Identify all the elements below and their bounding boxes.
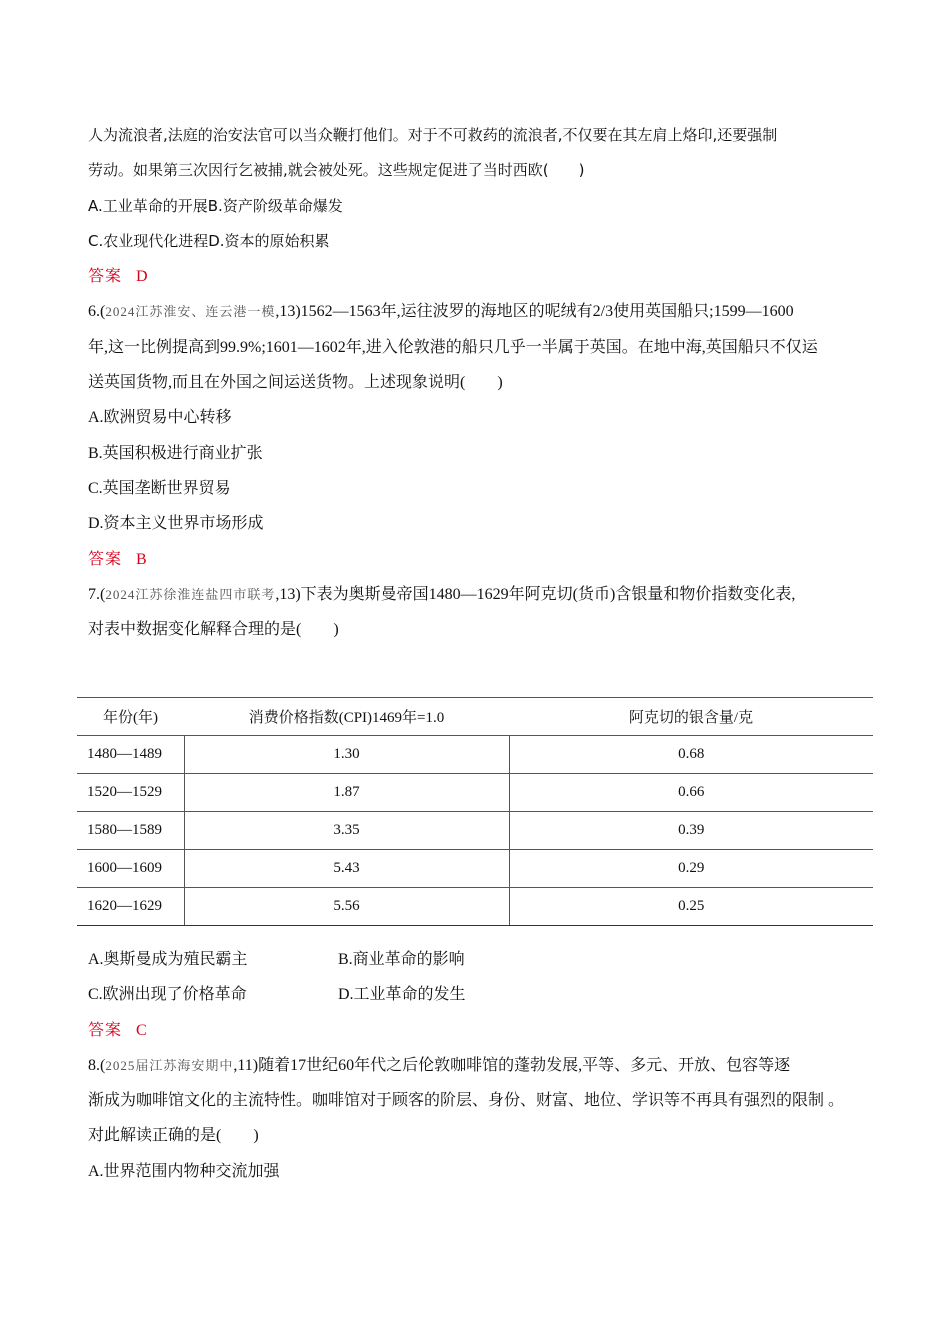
answer-label: 答案 [88,1021,123,1039]
question-source: 2025届江苏海安期中 [105,1057,234,1073]
document-page-continued [88,942,878,1189]
q5-answer [88,259,878,294]
answer-value: D [136,268,148,286]
table-cell-silver: 0.25 [509,888,873,926]
q6-stem-text: 1562—1563年,运往波罗的海地区的呢绒有2/3使用英国船只;1599—1600 [300,303,794,321]
question-number: 7.( [88,585,106,603]
table-header-row [77,698,873,736]
table-row [77,888,873,926]
table-row [77,774,873,812]
table-cell-year: 1600—1609 [77,850,184,888]
q7-stem-text: 下表为奥斯曼帝国1480—1629年阿克切(货币)含银量和物价指数变化表, [300,585,796,603]
q5-options-ab: A.工业革命的开展B.资产阶级革命爆发 [88,196,343,215]
q6-option-b: B.英国积极进行商业扩张 [88,444,263,462]
q7-option-a: A.奥斯曼成为殖民霸主 [88,951,248,968]
table-row [77,736,873,774]
q6-stem-line [88,294,878,329]
answer-value: C [136,1021,147,1039]
q7-answer [88,1013,878,1048]
question-source: 2024江苏淮安、连云港一模 [105,304,276,320]
q7-stem-line: 对表中数据变化解释合理的是( ) [88,621,339,639]
table-cell-year: 1620—1629 [77,888,184,926]
table-row [77,812,873,850]
q6-option-a: A.欧洲贸易中心转移 [88,409,232,427]
question-source-tail: ,13) [275,585,301,603]
answer-label: 答案 [88,550,123,568]
question-number: 8.( [88,1056,106,1074]
table-row [77,850,873,888]
q5-options-cd: C.农业现代化进程D.资本的原始积累 [88,231,330,250]
q6-answer [88,542,878,577]
q7-stem-line [88,577,878,612]
question-source-tail: ,11) [233,1056,259,1074]
q8-stem-line: 渐成为咖啡馆文化的主流特性。咖啡馆对于顾客的阶层、身份、财富、地位、学识等不再具有强烈的限制 。 [88,1092,845,1110]
table-cell-cpi: 5.43 [184,850,509,888]
q7-options-row [88,977,878,1012]
q8-stem-line [88,1048,878,1083]
q7-option-c: C.欧洲出现了价格革命 [88,986,247,1004]
q6-option-c: C.英国垄断世界贸易 [88,479,231,497]
answer-value: B [136,550,147,568]
q7-options-row [88,942,878,977]
table-cell-cpi: 5.56 [184,888,509,926]
q7-data-table [77,697,873,926]
q8-option-a: A.世界范围内物种交流加强 [88,1162,280,1180]
table-header-silver: 阿克切的银含量/克 [509,698,873,736]
table-cell-silver: 0.39 [509,812,873,850]
table-cell-cpi: 1.87 [184,774,509,812]
q7-option-d: D.工业革命的发生 [338,986,466,1004]
q8-stem-text: 随着17世纪60年代之后伦敦咖啡馆的蓬勃发展,平等、多元、开放、包容等逐 [258,1056,791,1074]
q8-stem-line: 对此解读正确的是( ) [88,1127,259,1145]
table-cell-cpi: 1.30 [184,736,509,774]
table-cell-silver: 0.68 [509,736,873,774]
table-cell-silver: 0.29 [509,850,873,888]
table-header-year: 年份(年) [77,698,184,736]
q6-stem-line: 送英国货物,而且在外国之间运送货物。上述现象说明( ) [88,374,503,392]
table-cell-year: 1520—1529 [77,774,184,812]
q5-stem-line: 人为流浪者,法庭的治安法官可以当众鞭打他们。对于不可救药的流浪者,不仅要在其左肩上烙印,还要强制 [88,126,778,144]
q6-stem-line: 年,这一比例提高到99.9%;1601—1602年,进入伦敦港的船只几乎一半属于英国。在地中海,英国船只不仅运 [88,338,818,356]
q7-option-b: B.商业革命的影响 [338,951,465,968]
document-page [88,118,878,647]
q6-option-d: D.资本主义世界市场形成 [88,515,264,533]
question-source-tail: ,13) [275,303,301,321]
answer-label: 答案 [88,268,123,286]
question-number: 6.( [88,303,106,321]
q5-stem-line: 劳动。如果第三次因行乞被捕,就会被处死。这些规定促进了当时西欧( ) [88,161,585,180]
table-header-cpi: 消费价格指数(CPI)1469年=1.0 [184,698,509,736]
table-cell-year: 1580—1589 [77,812,184,850]
table-cell-cpi: 3.35 [184,812,509,850]
question-source: 2024江苏徐淮连盐四市联考 [105,586,276,602]
table-cell-year: 1480—1489 [77,736,184,774]
table-cell-silver: 0.66 [509,774,873,812]
